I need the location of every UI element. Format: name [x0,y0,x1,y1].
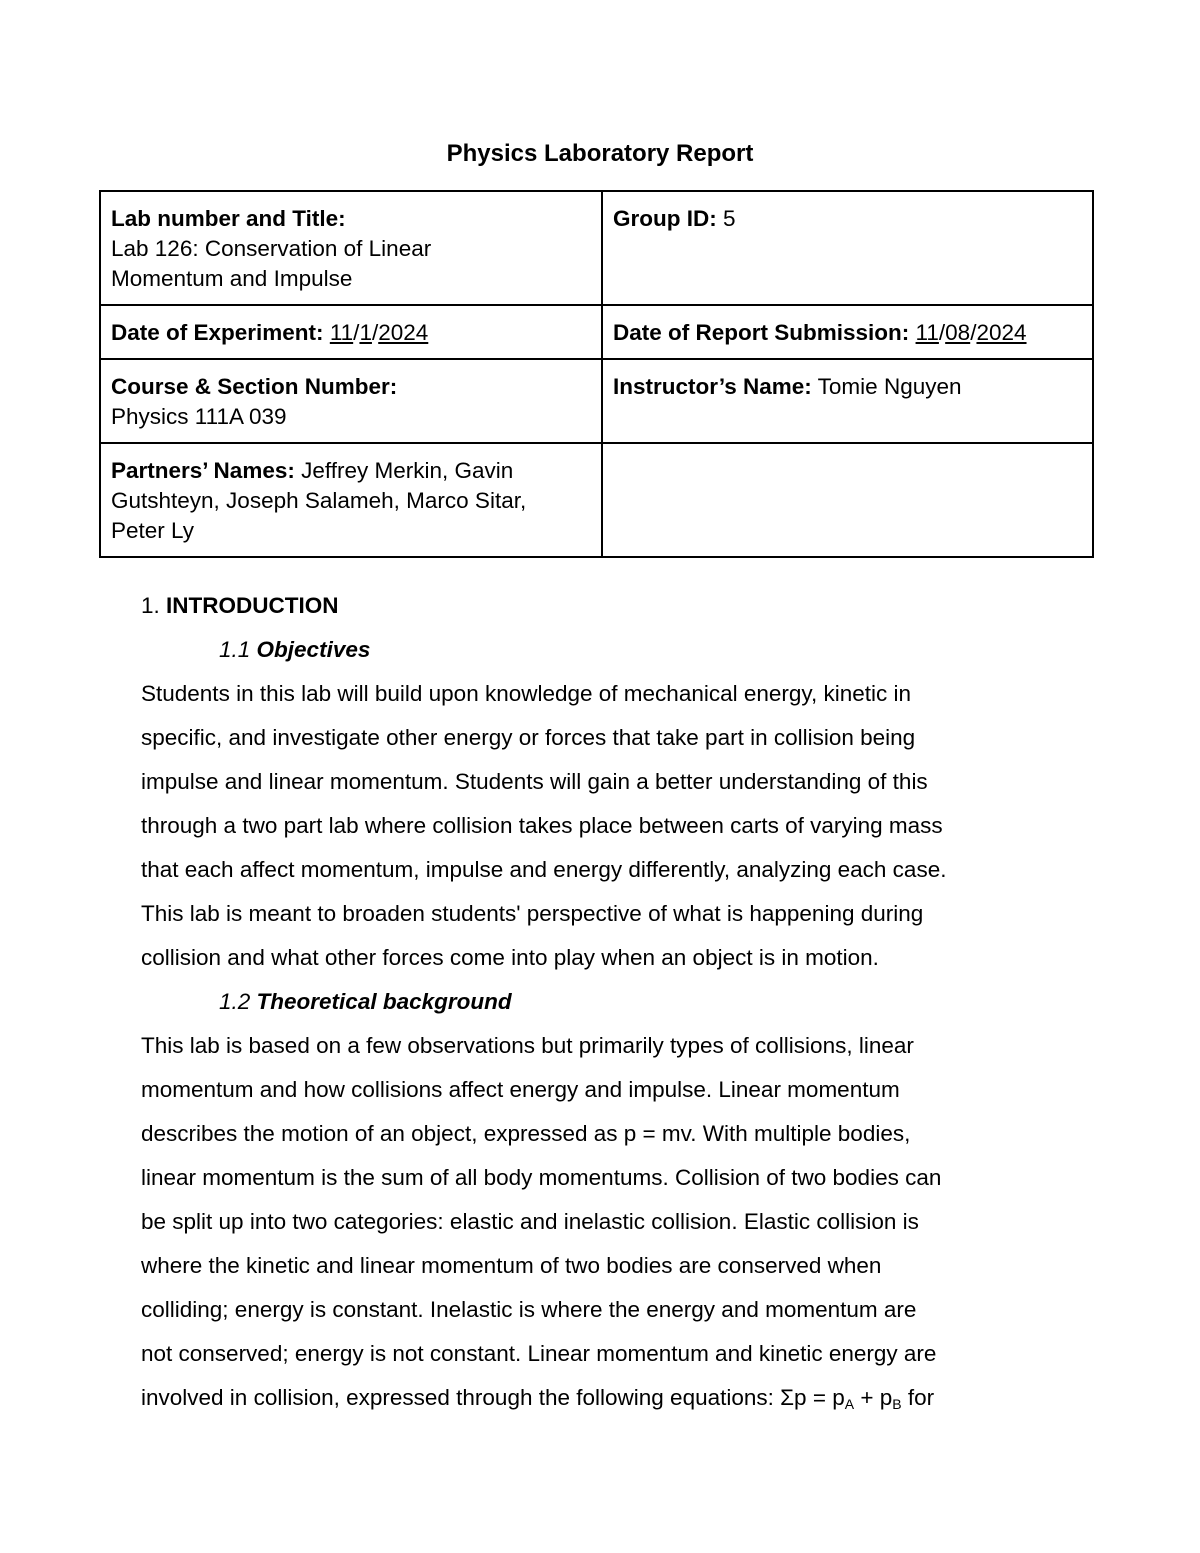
instructor-cell [602,359,1093,443]
subheading-objectives-number: 1.1 [219,637,251,662]
exp-date-day: 1 [359,320,372,345]
equation-plus: + p [854,1385,893,1410]
objectives-line: This lab is meant to broaden students' perspective of what is happening during [141,901,924,926]
objectives-line: impulse and linear momentum. Students will gain a better understanding of this [141,769,928,794]
empty-cell [602,443,1093,557]
partners-value-line3: Peter Ly [111,518,194,543]
background-line: colliding; energy is constant. Inelastic is where the energy and momentum are [141,1297,917,1322]
subscript-a: A [844,1396,855,1412]
objectives-line: specific, and investigate other energy or forces that take part in collision being [141,725,916,750]
background-line: not conserved; energy is not constant. Linear momentum and kinetic energy are [141,1341,937,1366]
subheading-background-title: Theoretical background [256,989,512,1014]
course-label: Course & Section Number: [111,374,398,399]
section-number: 1. [141,593,160,618]
background-line: where the kinetic and linear momentum of two bodies are conserved when [141,1253,882,1278]
sub-date-day: 08 [945,320,971,345]
equation-end: for [901,1385,935,1410]
objectives-line: collision and what other forces come into play when an object is in motion. [141,945,879,970]
info-table [99,190,1094,558]
lab-label: Lab number and Title: [111,206,346,231]
instructor-label: Instructor’s Name: [613,374,812,399]
group-cell [602,191,1093,305]
background-last-line [141,1376,1071,1426]
course-cell [100,359,602,443]
objectives-line: through a two part lab where collision takes place between carts of varying mass [141,813,943,838]
sub-date-label: Date of Report Submission: [613,320,910,345]
sub-date-year: 2024 [976,320,1027,345]
sub-date-month: 11 [915,320,939,345]
group-value: 5 [723,206,736,231]
background-line: This lab is based on a few observations but primarily types of collisions, linear [141,1033,914,1058]
page-title: Physics Laboratory Report [446,140,754,167]
exp-date-year: 2024 [378,320,429,345]
subheading-background-number: 1.2 [219,989,251,1014]
instructor-value: Tomie Nguyen [817,374,962,399]
report-body [141,584,1071,1426]
background-line: be split up into two categories: elastic and inelastic collision. Elastic collision is [141,1209,919,1234]
exp-date-month: 11 [329,320,354,345]
objectives-line: Students in this lab will build upon knowledge of mechanical energy, kinetic in [141,681,912,706]
subheading-objectives [141,628,1071,672]
background-line: linear momentum is the sum of all body momentums. Collision of two bodies can [141,1165,942,1190]
group-label: Group ID: [613,206,717,231]
lab-value-line1: Lab 126: Conservation of Linear [111,236,432,261]
sub-date-cell: Date of Report Submission: 11/08/2024 [602,305,1093,359]
background-line: momentum and how collisions affect energy and impulse. Linear momentum [141,1077,900,1102]
course-value: Physics 111A 039 [111,404,287,429]
subscript-b: B [892,1396,902,1412]
objectives-line: that each affect momentum, impulse and energy differently, analyzing each case. [141,857,947,882]
section-heading [141,584,1071,628]
lab-cell [100,191,602,305]
lab-value-line2: Momentum and Impulse [111,266,353,291]
subheading-background [141,980,1071,1024]
partners-label: Partners’ Names: [111,458,295,483]
subheading-objectives-title: Objectives [256,637,371,662]
partners-cell [100,443,602,557]
partners-value-line1: Jeffrey Merkin, Gavin [301,458,514,483]
background-line: describes the motion of an object, expressed as p = mv. With multiple bodies, [141,1121,911,1146]
exp-date-label: Date of Experiment: [111,320,324,345]
partners-value-line2: Gutshteyn, Joseph Salameh, Marco Sitar, [111,488,527,513]
equation-text: involved in collision, expressed through the following equations: Σp = p [141,1385,845,1410]
section-title: INTRODUCTION [166,593,339,618]
exp-date-cell: Date of Experiment: 11/1/2024 [100,305,602,359]
